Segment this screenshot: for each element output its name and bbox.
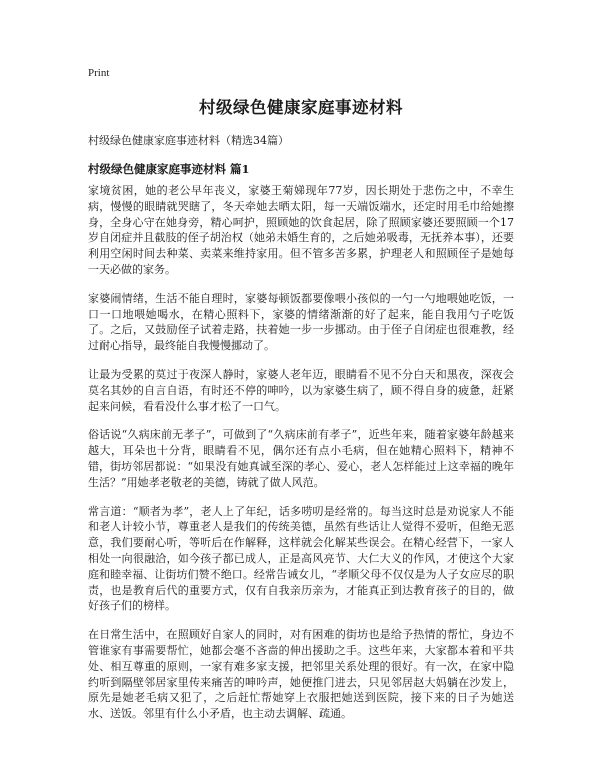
paragraph: 在日常生活中，在照顾好自家人的同时，对有困难的街坊也是给予热情的帮忙，身边不管谁家有事需要帮忙，她都会毫不吝啬的伸出援助之手。这些年来，大家都本着和平共处、相互尊重的原则，一家有难多家支援，把邻里关系处理的很好。有一次，在家中隐约听到隔壁邻居家里传来痛苦的呻吟声，她便推门进去，只见邻居赵大妈躺在沙发上，原先是她老毛病又犯了，之后赶忙帮她穿上衣服把她送到医院，接下来的日子为她送水、送饭。邻里有什么小矛盾，也主动去调解、疏通。 (88, 628, 514, 721)
document-title: 村级绿色健康家庭事迹材料 (199, 98, 403, 117)
document-subtitle: 村级绿色健康家庭事迹材料（精选34篇） (88, 134, 289, 147)
print-link[interactable]: Print (88, 67, 110, 79)
paragraph: 家婆闹情绪，生活不能自理时，家婆每顿饭都要像喂小孩似的一勺一勺地喂她吃饭，一口一口地喂她喝水，在精心照料下，家婆的情绪渐渐的好了起来，能自我用勺子吃饭了。之后，又鼓励侄子试着走路，扶着她一步一步挪动。由于侄子自闭症也很难教，经过耐心指导，最终能自我慢慢挪动了。 (88, 291, 514, 353)
section-heading: 村级绿色健康家庭事迹材料 篇1 (88, 162, 250, 176)
document-page (88, 66, 514, 722)
paragraph: 俗话说“久病床前无孝子”，可做到了“久病床前有孝子”，近些年来，随着家婆年龄越来越大，耳朵也十分背，眼睛看不见，偶尔还有点小毛病，但在她精心照料下，精神不错，街坊邻居都说：“如果没有她真诚至深的孝心、爱心，老人怎样能过上这幸福的晚年生活？”用她孝老敬老的美德，铸就了做人风范。 (88, 428, 514, 489)
paragraph: 家境贫困，她的老公早年丧义，家婆王菊娣现年77岁，因长期处于悲伤之中，不幸生病，慢慢的眼睛就哭瞎了，冬天牵她去晒太阳，每一天端饭端水，还定时用毛巾给她擦身，全身心守在她身旁，精心呵护，照顾她的饮食起居，除了照顾家婆还要照顾一个17岁自闭症并且截肢的侄子胡治权（她弟未婚生育的，之后她弟吸毒，无抚养本事），还要利用空闲时间去种菜、卖菜来维持家用。但不管多苦多累，护理老人和照顾侄子是她每一天必做的家务。 (88, 184, 514, 276)
paragraph: 常言道：“顺者为孝”，老人上了年纪，话多唠叨是经常的。每当这时总是劝说家人不能和老人计较小节，尊重老人是我们的传统美德，虽然有些话让人觉得不爱听，但绝无恶意，我们要耐心听，等听后在作解释，这样就会化解某些误会。在精心经营下，一家人相处一向很融洽，如今孩子都已成人，正是高风亮节、大仁大义的作风，才使这个大家庭和睦幸福、让街坊们赞不绝口。经常告诫女儿，“孝顺父母不仅仅是为人子女应尽的职责，也是教育后代的重要方式，仅有自我亲历亲为，才能真正到达教育孩子的目的，做好孩子们的榜样。 (88, 504, 514, 613)
article-body (88, 183, 514, 722)
paragraph: 让最为受累的莫过于夜深人静时，家婆人老年迈，眼睛看不见不分白天和黑夜，深夜会莫名其妙的自言自语，有时还不停的呻吟，以为家婆生病了，顾不得自身的疲惫，赶紧起来问候，看看没什么事才松了一口气。 (88, 367, 514, 413)
